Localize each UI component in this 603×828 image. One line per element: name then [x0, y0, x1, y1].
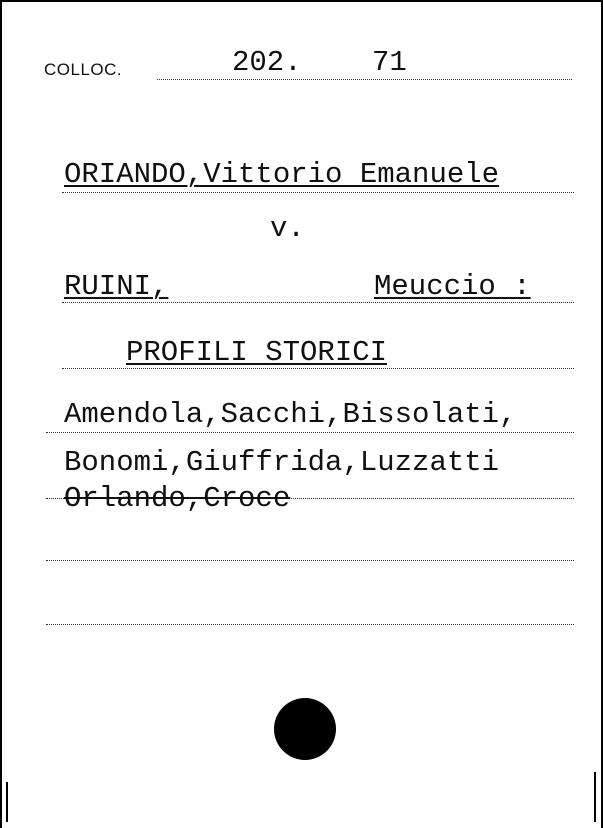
colloc-dotline	[157, 79, 572, 80]
left-edge-mark	[6, 782, 8, 822]
right-edge-mark	[594, 772, 596, 822]
ruini-surname: RUINI,	[64, 270, 169, 303]
empty-dotline-2	[46, 624, 574, 625]
subjects-dotline-1	[46, 432, 574, 433]
author-dotline	[62, 192, 574, 193]
author-line: ORIANDO,Vittorio Emanuele	[64, 158, 500, 191]
punch-hole	[274, 698, 336, 760]
colloc-sub: 71	[372, 46, 407, 79]
subjects-line-2: Bonomi,Giuffrida,Luzzatti	[64, 446, 500, 479]
subjects-line-1: Amendola,Sacchi,Bissolati,	[64, 398, 517, 431]
ruini-first-name: Meuccio :	[374, 270, 531, 303]
colloc-number: 202.	[232, 46, 302, 79]
empty-dotline-1	[46, 560, 574, 561]
versus: v.	[270, 212, 305, 245]
subjects-line-3: Orlando,Croce	[64, 482, 291, 515]
title: PROFILI STORICI	[126, 336, 388, 369]
colloc-label: COLLOC.	[44, 60, 123, 79]
